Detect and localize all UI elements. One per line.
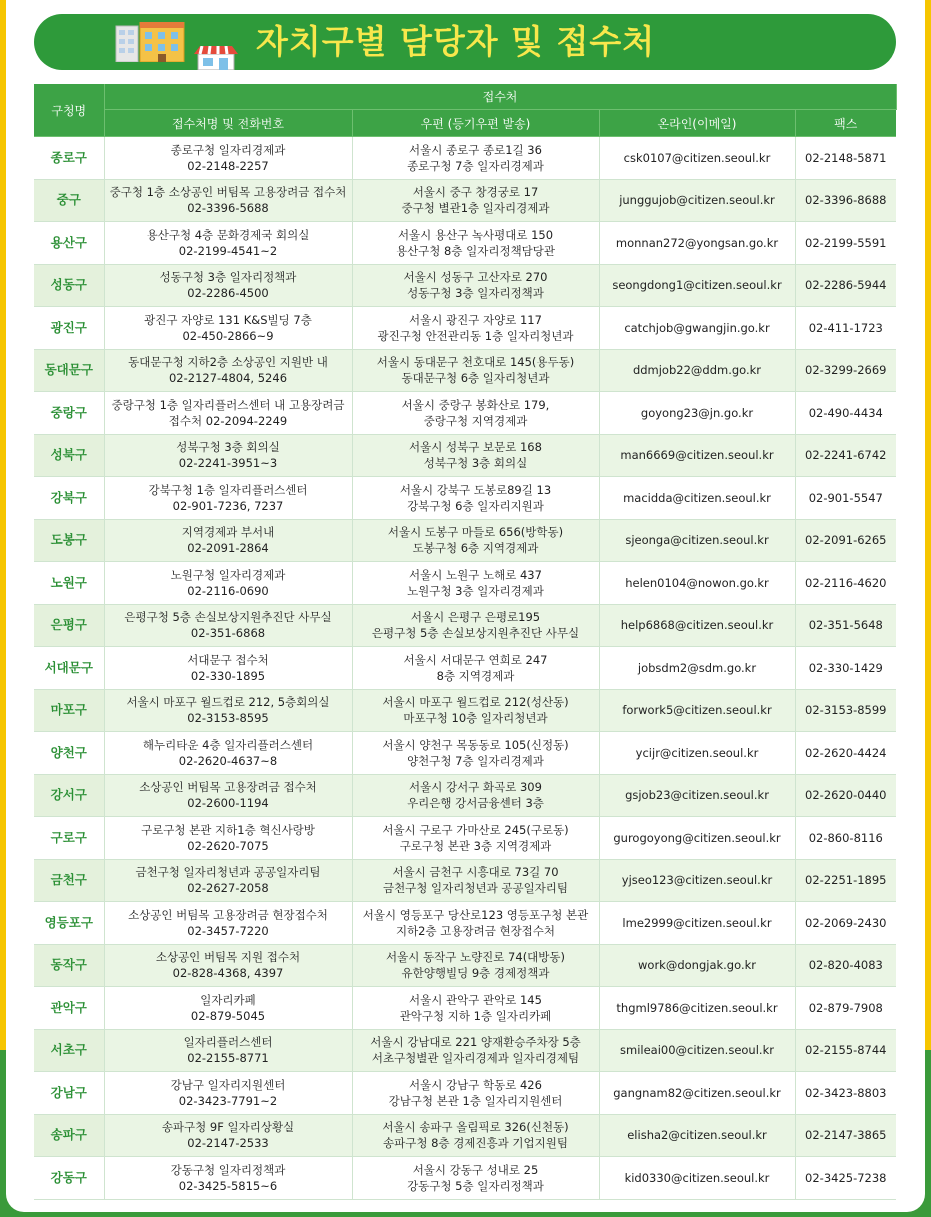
email-address[interactable]: goyong23@jn.go.kr [599,392,795,435]
fax-number: 02-860-8116 [795,817,896,860]
office-cell [104,774,352,817]
office-phone: 접수처 02-2094-2249 [168,413,288,428]
mail-dept: 유한양행빌딩 9층 경제정책과 [401,966,550,981]
office-name: 서대문구 접수처 [187,652,269,667]
office-name: 중구청 1층 소상공인 버팀목 고용장려금 접수처 [109,185,347,200]
mail-cell [352,137,599,180]
district-name: 성동구 [34,264,104,307]
fax-number: 02-820-4083 [795,944,896,987]
mail-address: 서울시 중구 창경궁로 17 [412,185,539,200]
email-address[interactable]: junggujob@citizen.seoul.kr [599,179,795,222]
fax-number: 02-2251-1895 [795,859,896,902]
office-cell [104,349,352,392]
mail-cell [352,477,599,520]
email-address[interactable]: macidda@citizen.seoul.kr [599,477,795,520]
mail-address: 서울시 성동구 고산자로 270 [403,270,548,285]
mail-cell [352,349,599,392]
district-name: 은평구 [34,604,104,647]
office-cell [104,1029,352,1072]
mail-address: 서울시 영등포구 당산로123 영등포구청 본관 [362,907,589,922]
district-name: 성북구 [34,434,104,477]
email-address[interactable]: csk0107@citizen.seoul.kr [599,137,795,180]
office-name: 송파구청 9F 일자리상황실 [161,1120,295,1135]
table-row [34,987,896,1030]
email-address[interactable]: elisha2@citizen.seoul.kr [599,1114,795,1157]
mail-cell [352,987,599,1030]
mail-address: 서울시 마포구 월드컵로 212(성산동) [382,695,569,710]
email-address[interactable]: lme2999@citizen.seoul.kr [599,902,795,945]
mail-cell [352,647,599,690]
header-gu: 구청명 [34,84,104,137]
email-address[interactable]: gurogoyong@citizen.seoul.kr [599,817,795,860]
mail-cell [352,944,599,987]
mail-dept: 종로구청 7층 일자리경제과 [407,158,544,173]
office-phone: 02-2091-2864 [187,541,269,556]
district-name: 강서구 [34,774,104,817]
mail-address: 서울시 중랑구 봉화산로 179, [401,397,550,412]
table-row [34,1029,896,1072]
office-cell [104,1157,352,1200]
email-address[interactable]: help6868@citizen.seoul.kr [599,604,795,647]
office-name: 중랑구청 1층 일자리플러스센터 내 고용장려금 [111,397,345,412]
mail-cell [352,1072,599,1115]
district-name: 종로구 [34,137,104,180]
mail-address: 서울시 성북구 보문로 168 [409,440,542,455]
mail-dept: 성북구청 3층 회의실 [423,456,528,471]
office-cell [104,987,352,1030]
fax-number: 02-3423-8803 [795,1072,896,1115]
office-cell [104,434,352,477]
office-phone: 02-450-2866~9 [182,328,274,343]
email-address[interactable]: gangnam82@citizen.seoul.kr [599,1072,795,1115]
district-name: 노원구 [34,562,104,605]
fax-number: 02-3425-7238 [795,1157,896,1200]
office-phone: 02-3423-7791~2 [178,1093,278,1108]
mail-address: 서울시 도봉구 마들로 656(방학동) [387,525,564,540]
office-phone: 02-901-7236, 7237 [172,498,284,513]
office-phone: 02-2620-4637~8 [178,753,278,768]
office-cell [104,264,352,307]
table-row [34,774,896,817]
office-phone: 02-2199-4541~2 [178,243,278,258]
office-phone: 02-828-4368, 4397 [172,966,284,981]
office-name: 일자리카페 [200,992,256,1007]
office-phone: 02-2127-4804, 5246 [168,371,288,386]
office-name: 금천구청 일자리청년과 공공일자리팀 [135,865,321,880]
office-name: 강북구청 1층 일자리플러스센터 [148,482,308,497]
table-row [34,434,896,477]
district-name: 서대문구 [34,647,104,690]
mail-cell [352,817,599,860]
page-title: 자치구별 담당자 및 접수처 [256,22,656,61]
mail-address: 서울시 양천구 목동동로 105(신정동) [382,737,569,752]
office-cell [104,1072,352,1115]
office-phone: 02-3396-5688 [187,201,269,216]
mail-dept: 우리은행 강서금융센터 3층 [407,796,544,811]
office-phone: 02-3153-8595 [187,711,269,726]
table-row [34,562,896,605]
office-phone: 02-2600-1194 [187,796,269,811]
mail-cell [352,1029,599,1072]
fax-number: 02-351-5648 [795,604,896,647]
header-fax: 팩스 [795,110,896,137]
fax-number: 02-3299-2669 [795,349,896,392]
fax-number: 02-879-7908 [795,987,896,1030]
office-cell [104,137,352,180]
fax-number: 02-330-1429 [795,647,896,690]
header-office: 접수처명 및 전화번호 [104,110,352,137]
district-name: 서초구 [34,1029,104,1072]
table-row [34,179,896,222]
office-name: 지역경제과 부서내 [181,525,275,540]
office-phone: 02-2286-4500 [187,286,269,301]
office-name: 해누리타운 4층 일자리플러스센터 [142,737,314,752]
mail-dept: 송파구청 8층 경제진흥과 기업지원팀 [383,1136,568,1151]
mail-address: 서울시 강서구 화곡로 309 [409,780,542,795]
office-phone: 02-2627-2058 [187,881,269,896]
district-name: 용산구 [34,222,104,265]
office-name: 소상공인 버팀목 고용장려금 접수처 [139,780,317,795]
office-name: 일자리플러스센터 [183,1035,273,1050]
header-group: 접수처 [104,84,896,110]
fax-number: 02-2148-5871 [795,137,896,180]
fax-number: 02-2620-0440 [795,774,896,817]
mail-cell [352,392,599,435]
email-address[interactable]: monnan272@yongsan.go.kr [599,222,795,265]
office-name: 소상공인 버팀목 지원 접수처 [155,950,301,965]
mail-address: 서울시 금천구 시흥대로 73길 70 [392,865,559,880]
office-phone: 02-2241-3951~3 [178,456,278,471]
office-cell [104,222,352,265]
office-cell [104,477,352,520]
fax-number: 02-2147-3865 [795,1114,896,1157]
mail-dept: 마포구청 10층 일자리청년과 [403,711,548,726]
fax-number: 02-2199-5591 [795,222,896,265]
mail-address: 서울시 관악구 관악로 145 [409,992,542,1007]
mail-dept: 금천구청 일자리청년과 공공일자리팀 [382,881,569,896]
office-phone: 02-3457-7220 [187,923,269,938]
email-address[interactable]: smileai00@citizen.seoul.kr [599,1029,795,1072]
email-address[interactable]: ycijr@citizen.seoul.kr [599,732,795,775]
district-name: 중랑구 [34,392,104,435]
mail-cell [352,1114,599,1157]
mail-cell [352,519,599,562]
mail-address: 서울시 구로구 가마산로 245(구로동) [382,822,569,837]
email-address[interactable]: gsjob23@citizen.seoul.kr [599,774,795,817]
email-address[interactable]: seongdong1@citizen.seoul.kr [599,264,795,307]
mail-address: 서울시 용산구 녹사평대로 150 [397,227,554,242]
table-row [34,689,896,732]
office-name: 성북구청 3층 회의실 [176,440,280,455]
mail-dept: 양천구청 7층 일자리경제과 [407,753,544,768]
office-phone: 02-2116-0690 [187,583,269,598]
table-row [34,137,896,180]
district-name: 중구 [34,179,104,222]
district-name: 동작구 [34,944,104,987]
mail-dept: 중구청 별관1층 일자리경제과 [401,201,550,216]
office-cell [104,604,352,647]
email-address[interactable]: yjseo123@citizen.seoul.kr [599,859,795,902]
office-name: 은평구청 5층 손실보상지원추진단 사무실 [124,610,332,625]
mail-cell [352,732,599,775]
table-row [34,1072,896,1115]
district-name: 강남구 [34,1072,104,1115]
table-row [34,732,896,775]
mail-address: 서울시 종로구 종로1길 36 [409,142,542,157]
mail-dept: 은평구청 5층 손실보상지원추진단 사무실 [371,626,580,641]
fax-number: 02-411-1723 [795,307,896,350]
email-address[interactable]: jobsdm2@sdm.go.kr [599,647,795,690]
mail-cell [352,689,599,732]
office-cell [104,179,352,222]
office-cell [104,647,352,690]
mail-cell [352,179,599,222]
office-phone: 02-2148-2257 [187,158,269,173]
fax-number: 02-2091-6265 [795,519,896,562]
district-name: 영등포구 [34,902,104,945]
mail-cell [352,434,599,477]
mail-cell [352,859,599,902]
mail-dept: 중랑구청 지역경제과 [423,413,528,428]
table-row [34,264,896,307]
fax-number: 02-490-4434 [795,392,896,435]
table-row [34,859,896,902]
office-name: 서울시 마포구 월드컵로 212, 5층회의실 [126,695,330,710]
fax-number: 02-2069-2430 [795,902,896,945]
header-mail: 우편 (등기우편 발송) [352,110,599,137]
mail-cell [352,902,599,945]
district-name: 동대문구 [34,349,104,392]
office-phone: 02-351-6868 [190,626,266,641]
mail-dept: 동대문구청 6층 일자리청년과 [401,371,550,386]
office-phone: 02-2155-8771 [187,1051,269,1066]
district-name: 금천구 [34,859,104,902]
office-phone: 02-330-1895 [190,668,266,683]
fax-number: 02-3153-8599 [795,689,896,732]
mail-address: 서울시 노원구 노해로 437 [409,567,542,582]
district-name: 양천구 [34,732,104,775]
office-name: 강남구 일자리지원센터 [170,1077,286,1092]
mail-address: 서울시 광진구 자양로 117 [409,312,542,327]
table-row [34,392,896,435]
district-name: 관악구 [34,987,104,1030]
mail-address: 서울시 동대문구 천호대로 145(용두동) [376,355,575,370]
office-name: 동대문구청 지하2층 소상공인 지원반 내 [128,355,328,370]
fax-number: 02-2286-5944 [795,264,896,307]
mail-address: 서울시 동작구 노량진로 74(대방동) [386,950,565,965]
district-name: 송파구 [34,1114,104,1157]
mail-cell [352,604,599,647]
table-row [34,519,896,562]
email-address[interactable]: catchjob@gwangjin.go.kr [599,307,795,350]
mail-dept: 구로구청 본관 3층 지역경제과 [399,838,552,853]
fax-number: 02-2620-4424 [795,732,896,775]
email-address[interactable]: work@dongjak.go.kr [599,944,795,987]
mail-address: 서울시 은평구 은평로195 [410,610,541,625]
office-phone: 02-2147-2533 [187,1136,269,1151]
table-row [34,477,896,520]
table-row [34,902,896,945]
district-name: 마포구 [34,689,104,732]
mail-address: 서울시 강동구 성내로 25 [412,1162,539,1177]
district-name: 강북구 [34,477,104,520]
office-name: 성동구청 3층 일자리정책과 [159,270,297,285]
office-cell [104,689,352,732]
office-name: 노원구청 일자리경제과 [170,567,286,582]
table-row [34,647,896,690]
mail-dept: 성동구청 3층 일자리정책과 [407,286,544,301]
office-cell [104,817,352,860]
mail-dept: 8층 지역경제과 [436,668,515,683]
mail-address: 서울시 강북구 도봉로89길 13 [399,482,552,497]
office-cell [104,859,352,902]
mail-dept: 강동구청 5층 일자리정책과 [407,1178,544,1193]
office-cell [104,902,352,945]
header-email: 온라인(이메일) [599,110,795,137]
email-address[interactable]: helen0104@nowon.go.kr [599,562,795,605]
table-row [34,817,896,860]
fax-number: 02-3396-8688 [795,179,896,222]
mail-dept: 지하2층 고용장려금 현장접수처 [395,923,556,938]
email-address[interactable]: kid0330@citizen.seoul.kr [599,1157,795,1200]
shop-icon [194,46,238,70]
contact-table [34,84,897,1200]
mail-address: 서울시 강남구 학동로 426 [409,1077,542,1092]
mail-dept: 강북구청 6층 일자리지원과 [407,498,544,513]
table-row [34,349,896,392]
mail-cell [352,264,599,307]
mail-cell [352,222,599,265]
office-phone: 02-2620-7075 [187,838,269,853]
table-row [34,1114,896,1157]
office-cell [104,562,352,605]
email-address[interactable]: man6669@citizen.seoul.kr [599,434,795,477]
mail-address: 서울시 강남대로 221 양재환승주차장 5층 [370,1035,581,1050]
fax-number: 02-2155-8744 [795,1029,896,1072]
mail-address: 서울시 서대문구 연희로 247 [403,652,548,667]
office-cell [104,1114,352,1157]
district-name: 도봉구 [34,519,104,562]
building-icon [114,22,190,62]
mail-dept: 광진구청 안전관리동 1층 일자리청년과 [377,328,574,343]
fax-number: 02-901-5547 [795,477,896,520]
office-name: 종로구청 일자리경제과 [170,142,286,157]
office-cell [104,519,352,562]
mail-dept: 노원구청 3층 일자리경제과 [407,583,544,598]
office-phone: 02-879-5045 [190,1008,266,1023]
district-name: 광진구 [34,307,104,350]
mail-cell [352,562,599,605]
district-name: 구로구 [34,817,104,860]
table-row [34,1157,896,1200]
mail-dept: 강남구청 본관 1층 일자리지원센터 [388,1093,563,1108]
district-name: 강동구 [34,1157,104,1200]
mail-dept: 용산구청 8층 일자리정책담당관 [395,243,556,258]
fax-number: 02-2116-4620 [795,562,896,605]
office-name: 용산구청 4층 문화경제국 회의실 [146,227,310,242]
table-row [34,307,896,350]
office-name: 구로구청 본관 지하1층 혁신사랑방 [141,822,315,837]
fax-number: 02-2241-6742 [795,434,896,477]
mail-cell [352,307,599,350]
table-row [34,222,896,265]
office-cell [104,392,352,435]
office-name: 소상공인 버팀목 고용장려금 현장접수처 [128,907,328,922]
email-address[interactable]: ddmjob22@ddm.go.kr [599,349,795,392]
email-address[interactable]: thgml9786@citizen.seoul.kr [599,987,795,1030]
email-address[interactable]: forwork5@citizen.seoul.kr [599,689,795,732]
office-cell [104,307,352,350]
email-address[interactable]: sjeonga@citizen.seoul.kr [599,519,795,562]
office-cell [104,732,352,775]
table-body [34,137,896,1200]
mail-cell [352,1157,599,1200]
table-row [34,944,896,987]
office-name: 강동구청 일자리정책과 [170,1162,286,1177]
office-name: 광진구 자양로 131 K&S빌딩 7층 [144,312,312,327]
mail-dept: 관악구청 지하 1층 일자리카페 [399,1008,552,1023]
office-phone: 02-3425-5815~6 [178,1178,278,1193]
mail-cell [352,774,599,817]
mail-address: 서울시 송파구 올림픽로 326(신천동) [382,1120,569,1135]
mail-dept: 서초구청별관 일자리경제과 일자리경제팀 [371,1051,580,1066]
mail-dept: 도봉구청 6층 지역경제과 [412,541,539,556]
table-row [34,604,896,647]
office-cell [104,944,352,987]
